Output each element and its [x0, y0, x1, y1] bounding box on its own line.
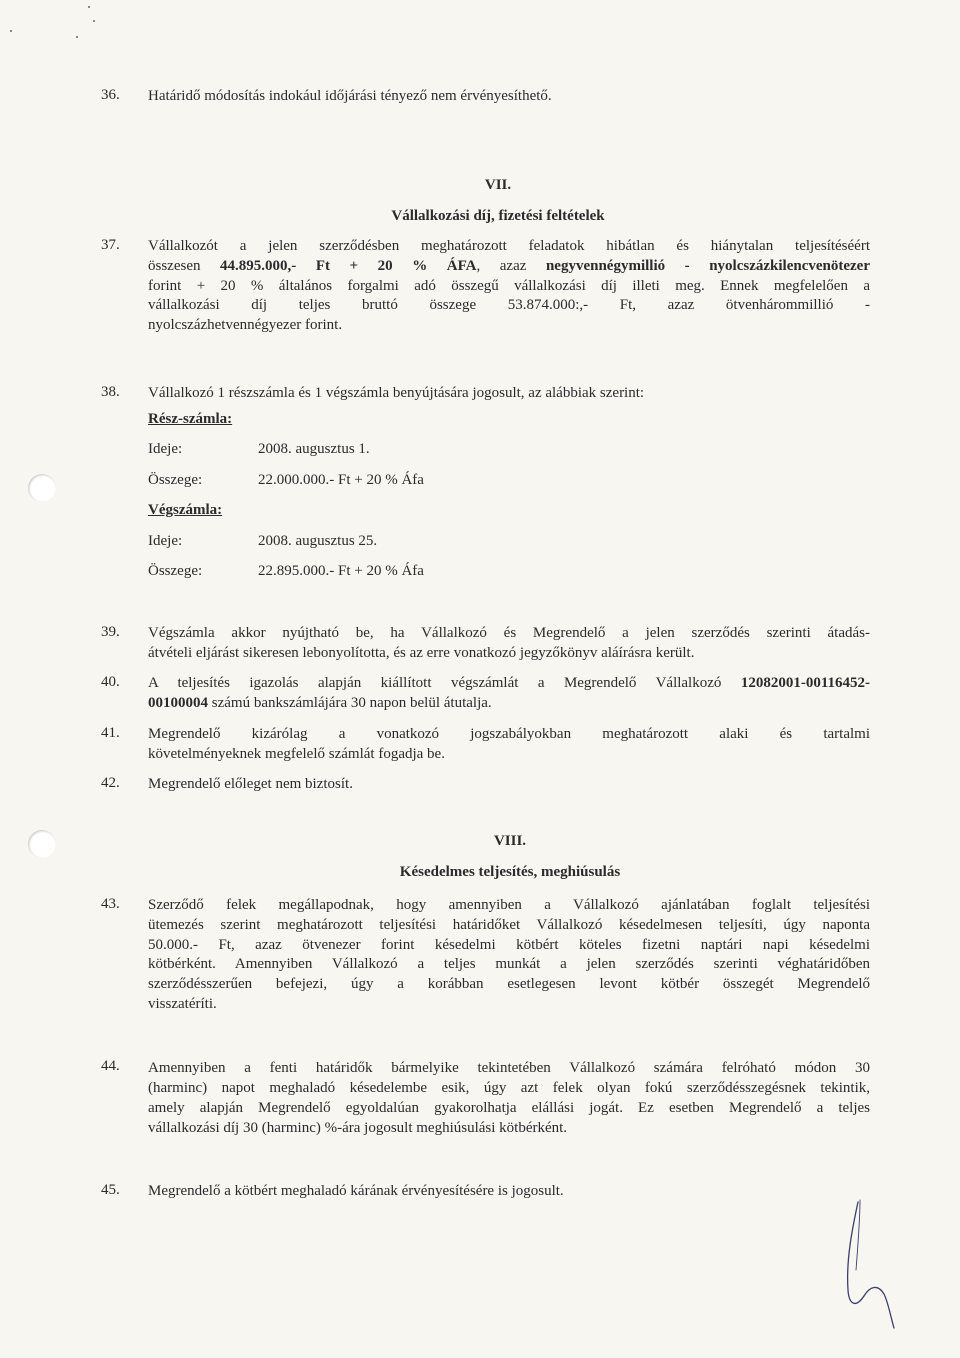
paragraph-44 — [148, 1058, 870, 1138]
text-run: , azaz — [476, 257, 546, 274]
paragraph-line: amely alapján Megrendelő egyoldalúan gyakorolhatja elállási jogát. Ez esetben Megrendelő a teljes — [148, 1100, 870, 1116]
paragraph-line: Végszámla akkor nyújtható be, ha Vállalkozó és Megrendelő a jelen szerződés szerinti átadás- — [148, 625, 870, 641]
paragraph-line: Amennyiben a fenti határidők bármelyike tekintetében Vállalkozó számára felróható módon 30 — [148, 1060, 870, 1076]
paragraph-line: Szerződő felek megállapodnak, hogy amennyiben a Vállalkozó ajánlatában foglalt teljesítési — [148, 897, 870, 913]
section-title: Vállalkozási díj, fizetési feltételek — [391, 208, 605, 224]
paragraph-line — [148, 257, 870, 277]
amount-words-bold: negyvennégymillió - nyolcszázkilencvenötezer — [545, 257, 870, 274]
item-number: 36. — [101, 87, 120, 103]
bank-account-bold: 00100004 — [148, 694, 208, 711]
scan-speck — [10, 30, 12, 32]
paragraph-line: Vállalkozót a jelen szerződésben meghatározott feladatok hibátlan és hiánytalan teljesítéséért — [148, 238, 870, 254]
paragraph-text: Megrendelő a kötbért meghaladó kárának érvényesítésére is jogosult. — [148, 1183, 564, 1199]
text-run: A teljesítés igazolás alapján kiállított végszámlát a Megrendelő Vállalkozó — [148, 675, 741, 691]
paragraph-text: Vállalkozó 1 részszámla és 1 végszámla benyújtására jogosult, az alábbiak szerint: — [148, 385, 645, 401]
paragraph-line: vállalkozási díj 30 (harminc) %-ára jogosult meghiúsulási kötbérként. — [148, 1120, 568, 1136]
paragraph-text: Megrendelő előleget nem biztosít. — [148, 776, 353, 792]
section-number: VII. — [484, 177, 512, 193]
item-number: 44. — [101, 1058, 120, 1074]
paragraph-40 — [148, 674, 870, 713]
paragraph-line: vállalkozási díj teljes bruttó összege 53.874.000:,- Ft, azaz ötvenhárommillió - — [148, 297, 870, 314]
final-date-value: 2008. augusztus 25. — [258, 533, 378, 549]
paragraph-38 — [148, 384, 870, 404]
partial-date-value: 2008. augusztus 1. — [258, 441, 370, 457]
paragraph-line: 50.000.- Ft, azaz ötvenezer forint késedelmi kötbért köteles fizetni naptári napi késedelmi — [148, 936, 870, 953]
paragraph-line — [148, 694, 870, 714]
paragraph-41 — [148, 725, 870, 764]
section-number: VIII. — [493, 833, 527, 849]
paragraph-line: átvételi eljárást sikeresen lebonyolította, és az erre vonatkozó jegyzőkönyv aláírásra került. — [148, 644, 695, 661]
paragraph-43 — [148, 896, 870, 1015]
item-number: 43. — [101, 896, 120, 912]
paragraph-36 — [148, 87, 870, 107]
bank-account-bold: 12082001-00116452- — [740, 675, 870, 691]
paragraph-line: szerződésszerűen befejezi, úgy a korábban esetlegesen levont kötbér összegét Megrendelő — [148, 976, 870, 993]
paragraph-line: követelményeknek megfelelő számlát fogadja be. — [148, 745, 445, 762]
item-number: 37. — [101, 237, 120, 253]
scan-speck — [76, 36, 78, 38]
final-invoice-heading: Végszámla: — [148, 502, 223, 518]
partial-amount-label: Összege: — [148, 472, 203, 488]
scan-speck — [88, 6, 90, 8]
paragraph-line: nyolcszázhetvennégyezer forint. — [148, 317, 343, 334]
paragraph-line: Megrendelő kizárólag a vonatkozó jogszabályokban meghatározott alaki és tartalmi — [148, 726, 870, 742]
final-amount-value: 22.895.000.- Ft + 20 % Áfa — [258, 563, 424, 579]
item-number: 41. — [101, 725, 120, 741]
paragraph-45 — [148, 1182, 870, 1202]
item-number: 39. — [101, 624, 120, 640]
paragraph-line: ütemezés szerint meghatározott teljesítési határidőket Vállalkozó késedelmesen teljesíti, úgy naponta — [148, 916, 870, 933]
item-number: 42. — [101, 775, 120, 791]
paragraph-line — [148, 674, 870, 694]
partial-date-label: Ideje: — [148, 441, 183, 457]
partial-amount-value: 22.000.000.- Ft + 20 % Áfa — [258, 472, 424, 488]
paragraph-42 — [148, 775, 870, 795]
item-number: 40. — [101, 674, 120, 690]
scan-speck — [93, 20, 95, 22]
paragraph-37 — [148, 237, 870, 336]
section-title: Késedelmes teljesítés, meghiúsulás — [399, 864, 621, 880]
handwritten-initials — [830, 1190, 900, 1340]
paragraph-line: kötbérként. Amennyiben Vállalkozó a teljes munkát a jelen szerződés szerinti véghatáridőben — [148, 956, 870, 973]
paragraph-line: (harminc) napot meghaladó késedelembe esik, úgy azt felek olyan fokú szerződésszegésnek tekintik, — [148, 1080, 870, 1096]
text-run: számú bankszámlájára 30 napon belül átutalja. — [208, 694, 492, 711]
amount-bold: 44.895.000,- Ft + 20 % ÁFA — [220, 257, 477, 274]
text-run: összesen — [148, 257, 221, 274]
item-number: 38. — [101, 384, 120, 400]
item-number: 45. — [101, 1182, 120, 1198]
final-amount-label: Összege: — [148, 563, 203, 579]
paragraph-text: Határidő módosítás indokául időjárási tényező nem érvényesíthető. — [148, 88, 552, 104]
punch-hole-top — [28, 474, 56, 502]
paragraph-line: forint + 20 % általános forgalmi adó összegű vállalkozási díj illeti meg. Ennek megfelelően a — [148, 277, 870, 294]
paragraph-line: visszatéríti. — [148, 995, 217, 1012]
paragraph-39 — [148, 624, 870, 663]
partial-invoice-heading: Rész-számla: — [148, 411, 233, 427]
final-date-label: Ideje: — [148, 533, 183, 549]
